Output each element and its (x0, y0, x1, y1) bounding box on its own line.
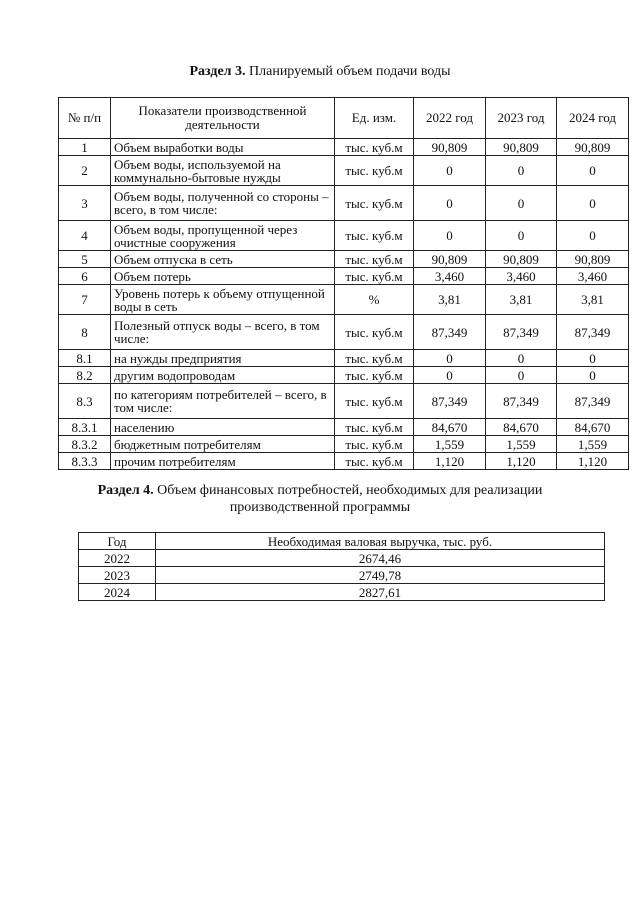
row-value-2024: 3,81 (557, 285, 629, 315)
row-unit: тыс. куб.м (335, 384, 414, 419)
row-number: 8.2 (59, 367, 111, 384)
row-value-2024: 1,559 (557, 436, 629, 453)
row-unit: тыс. куб.м (335, 315, 414, 350)
row-value-2023: 87,349 (486, 384, 557, 419)
row-value-2023: 84,670 (486, 419, 557, 436)
header-num: № п/п (59, 98, 111, 139)
header-2024: 2024 год (557, 98, 629, 139)
row-value-2022: 3,81 (414, 285, 486, 315)
row-revenue: 2827,61 (156, 584, 605, 601)
section-4-title-text: Объем финансовых потребностей, необходимых для реализации производственной программы (153, 483, 543, 515)
row-value-2023: 0 (486, 156, 557, 186)
row-year: 2023 (79, 567, 156, 584)
row-indicator: Объем отпуска в сеть (111, 251, 335, 268)
row-value-2022: 0 (414, 156, 486, 186)
row-value-2024: 90,809 (557, 251, 629, 268)
row-unit: тыс. куб.м (335, 453, 414, 470)
section-3-title-text: Планируемый объем подачи воды (245, 64, 451, 79)
row-number: 1 (59, 139, 111, 156)
section-4-label: Раздел 4. (97, 483, 154, 498)
row-unit: % (335, 285, 414, 315)
header-revenue: Необходимая валовая выручка, тыс. руб. (156, 533, 605, 550)
row-indicator: на нужды предприятия (111, 350, 335, 367)
row-indicator: Объем воды, используемой на коммунально-бытовые нужды (111, 156, 335, 186)
row-indicator: бюджетным потребителям (111, 436, 335, 453)
row-value-2023: 87,349 (486, 315, 557, 350)
row-number: 8 (59, 315, 111, 350)
row-number: 8.1 (59, 350, 111, 367)
row-number: 8.3.3 (59, 453, 111, 470)
row-value-2024: 87,349 (557, 384, 629, 419)
table-row (59, 186, 629, 221)
table-row (59, 419, 629, 436)
row-number: 6 (59, 268, 111, 285)
row-indicator: Уровень потерь к объему отпущенной воды в сеть (111, 285, 335, 315)
row-value-2024: 84,670 (557, 419, 629, 436)
row-indicator: Объем воды, пропущенной через очистные сооружения (111, 221, 335, 251)
row-indicator: другим водопроводам (111, 367, 335, 384)
table-row (59, 268, 629, 285)
row-unit: тыс. куб.м (335, 251, 414, 268)
row-value-2022: 1,559 (414, 436, 486, 453)
row-indicator: по категориям потребителей – всего, в том числе: (111, 384, 335, 419)
row-unit: тыс. куб.м (335, 139, 414, 156)
header-unit: Ед. изм. (335, 98, 414, 139)
row-value-2023: 0 (486, 350, 557, 367)
table-row (59, 384, 629, 419)
row-value-2024: 0 (557, 156, 629, 186)
header-2023: 2023 год (486, 98, 557, 139)
row-number: 4 (59, 221, 111, 251)
row-value-2023: 3,81 (486, 285, 557, 315)
row-number: 5 (59, 251, 111, 268)
row-unit: тыс. куб.м (335, 419, 414, 436)
row-value-2023: 0 (486, 186, 557, 221)
row-number: 8.3.2 (59, 436, 111, 453)
row-value-2022: 0 (414, 186, 486, 221)
row-unit: тыс. куб.м (335, 268, 414, 285)
row-value-2024: 0 (557, 221, 629, 251)
row-value-2024: 1,120 (557, 453, 629, 470)
row-value-2024: 90,809 (557, 139, 629, 156)
header-2022: 2022 год (414, 98, 486, 139)
row-revenue: 2749,78 (156, 567, 605, 584)
row-value-2022: 87,349 (414, 315, 486, 350)
section-4-title (80, 482, 560, 516)
row-value-2023: 1,120 (486, 453, 557, 470)
financial-needs-table (78, 532, 605, 601)
row-unit: тыс. куб.м (335, 186, 414, 221)
row-value-2024: 87,349 (557, 315, 629, 350)
row-number: 2 (59, 156, 111, 186)
row-value-2022: 90,809 (414, 251, 486, 268)
table-header-row (79, 533, 605, 550)
table-row (79, 550, 605, 567)
row-value-2023: 1,559 (486, 436, 557, 453)
header-indicator: Показатели производственной деятельности (111, 98, 335, 139)
water-supply-table (58, 97, 629, 470)
table-row (59, 285, 629, 315)
table-row (79, 567, 605, 584)
row-value-2024: 0 (557, 186, 629, 221)
row-value-2023: 90,809 (486, 139, 557, 156)
row-value-2022: 87,349 (414, 384, 486, 419)
table-row (59, 251, 629, 268)
row-number: 8.3.1 (59, 419, 111, 436)
row-value-2022: 1,120 (414, 453, 486, 470)
row-value-2022: 0 (414, 367, 486, 384)
row-value-2024: 0 (557, 350, 629, 367)
row-indicator: Объем потерь (111, 268, 335, 285)
table-row (59, 453, 629, 470)
row-value-2023: 3,460 (486, 268, 557, 285)
row-value-2024: 0 (557, 367, 629, 384)
table-row (59, 436, 629, 453)
table-row (59, 156, 629, 186)
table-row (59, 139, 629, 156)
row-revenue: 2674,46 (156, 550, 605, 567)
row-value-2022: 0 (414, 350, 486, 367)
row-value-2022: 0 (414, 221, 486, 251)
section-3-title (0, 63, 640, 80)
row-value-2022: 3,460 (414, 268, 486, 285)
row-value-2023: 0 (486, 367, 557, 384)
row-number: 7 (59, 285, 111, 315)
row-unit: тыс. куб.м (335, 350, 414, 367)
row-indicator: населению (111, 419, 335, 436)
row-unit: тыс. куб.м (335, 156, 414, 186)
row-year: 2022 (79, 550, 156, 567)
table-header-row (59, 98, 629, 139)
table-row (79, 584, 605, 601)
row-number: 3 (59, 186, 111, 221)
table-row (59, 315, 629, 350)
row-number: 8.3 (59, 384, 111, 419)
row-value-2023: 0 (486, 221, 557, 251)
section-3-label: Раздел 3. (189, 64, 246, 79)
table-row (59, 221, 629, 251)
row-value-2022: 84,670 (414, 419, 486, 436)
row-value-2024: 3,460 (557, 268, 629, 285)
row-value-2022: 90,809 (414, 139, 486, 156)
table-row (59, 350, 629, 367)
table-row (59, 367, 629, 384)
header-year: Год (79, 533, 156, 550)
row-year: 2024 (79, 584, 156, 601)
row-unit: тыс. куб.м (335, 436, 414, 453)
row-indicator: прочим потребителям (111, 453, 335, 470)
row-unit: тыс. куб.м (335, 367, 414, 384)
row-indicator: Полезный отпуск воды – всего, в том числе: (111, 315, 335, 350)
row-indicator: Объем воды, полученной со стороны – всего, в том числе: (111, 186, 335, 221)
row-value-2023: 90,809 (486, 251, 557, 268)
row-unit: тыс. куб.м (335, 221, 414, 251)
row-indicator: Объем выработки воды (111, 139, 335, 156)
